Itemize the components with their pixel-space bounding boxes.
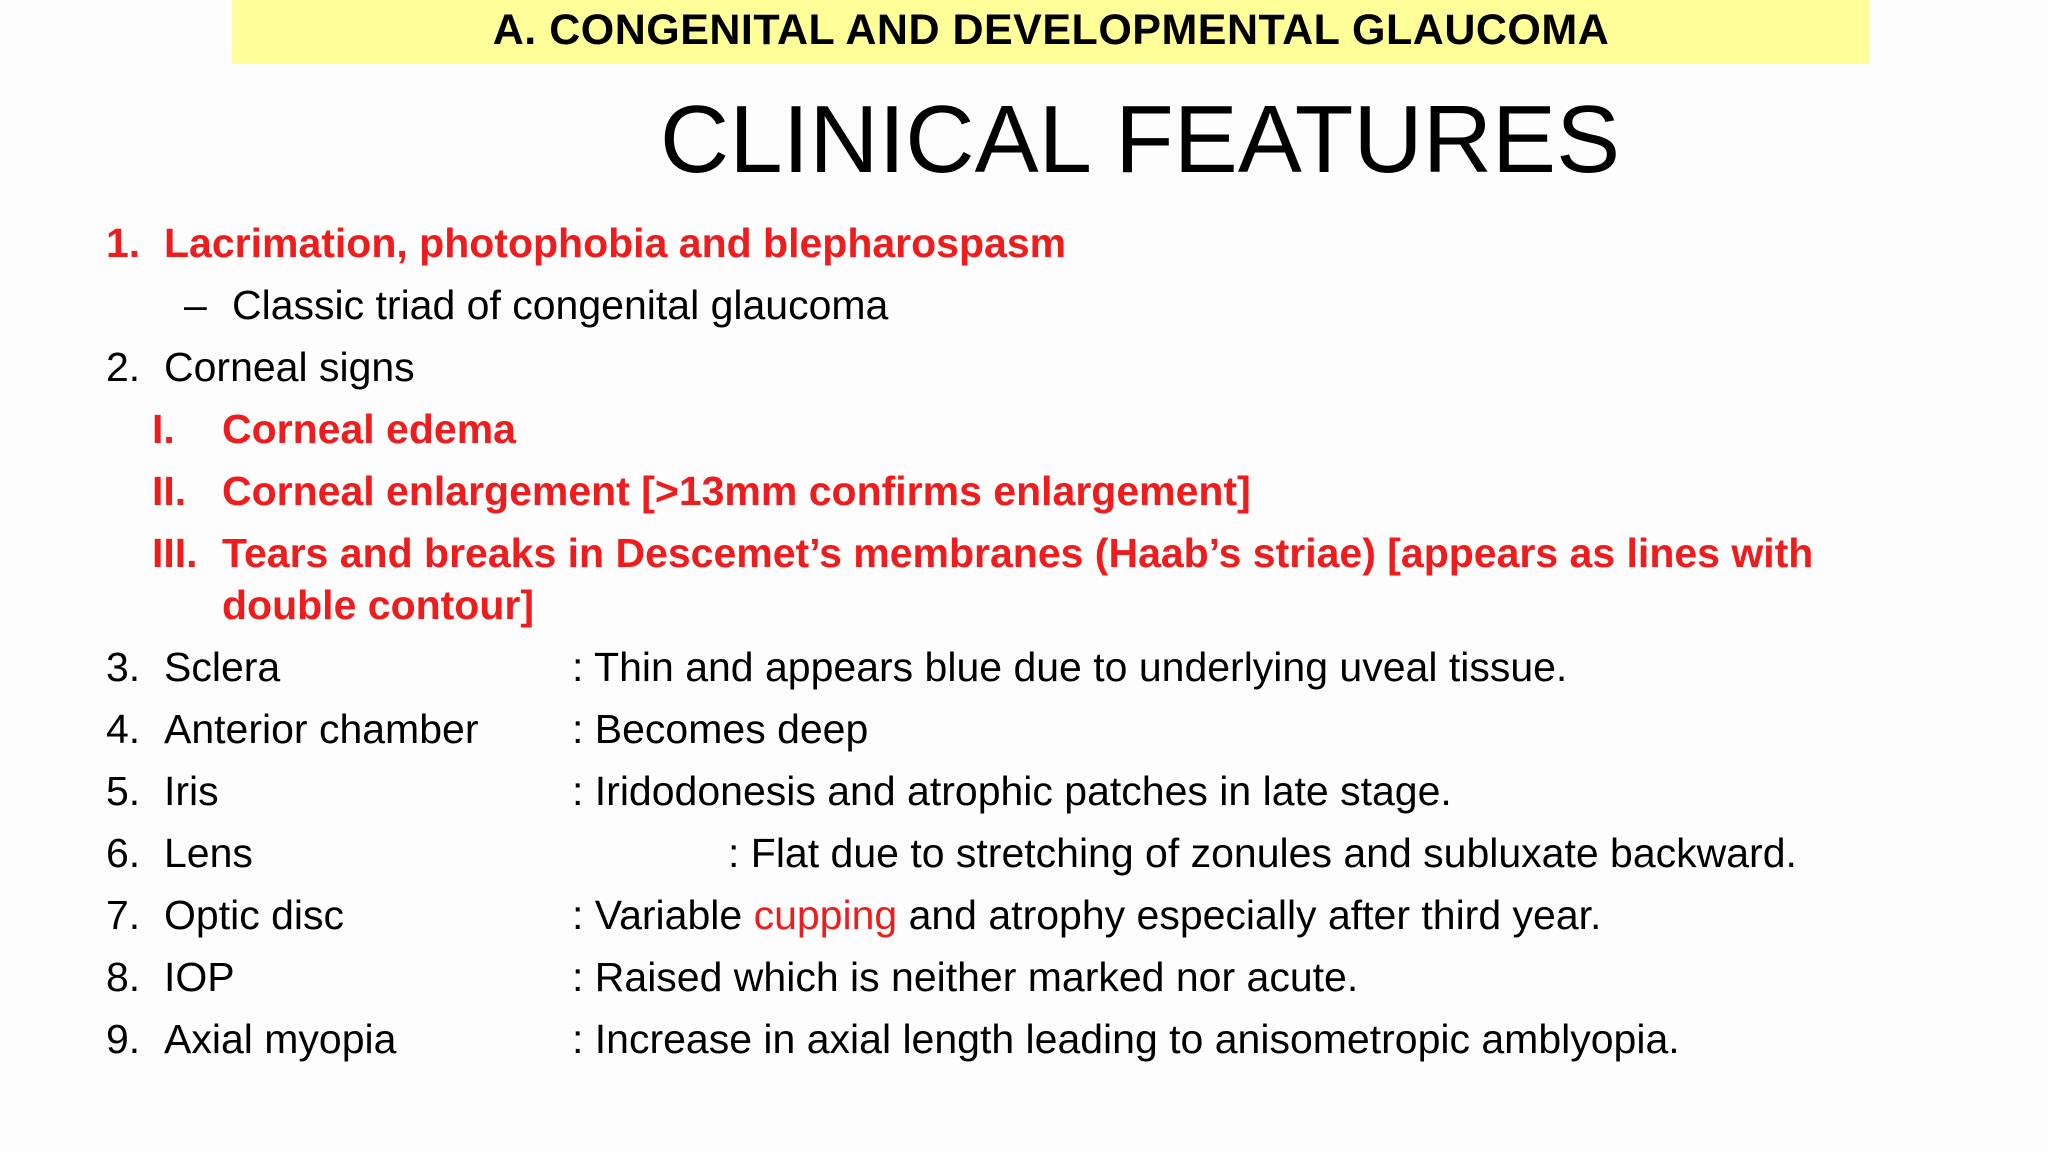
item-number: 5. [106,768,141,814]
item-text: Lacrimation, photophobia and blepharospasm [164,220,1067,266]
item-description: : Iridodonesis and atrophic patches in late stage. [572,768,1452,814]
sub-item-text: Tears and breaks in Descemet’s membranes (Haab’s striae) [appears as lines with [222,530,1814,576]
slide-title: CLINICAL FEATURES [659,86,1621,193]
item-description: : Becomes deep [572,706,869,752]
item-number: 4. [106,706,141,752]
banner-title: A. CONGENITAL AND DEVELOPMENTAL GLAUCOMA [492,5,1610,54]
description-prefix: : Variable [572,892,754,938]
item-label: Lens [164,830,253,876]
highlighted-term: cupping [753,892,898,938]
item-description: : Thin and appears blue due to underlying uveal tissue. [572,644,1568,690]
sub-item-text: Corneal enlargement [>13mm confirms enlargement] [222,468,1251,514]
roman-numeral: I. [152,406,175,452]
item-description: : Flat due to stretching of zonules and subluxate backward. [728,830,1797,876]
item-number: 8. [106,954,141,1000]
dash-bullet: – [184,282,207,328]
item-number: 7. [106,892,141,938]
item-number: 3. [106,644,141,690]
item-number: 2. [106,344,141,390]
item-description: : Raised which is neither marked nor acute. [572,954,1359,1000]
roman-numeral: II. [152,468,187,514]
sub-item-text-continued: double contour] [222,582,535,628]
item-label: Optic disc [164,892,344,938]
description-suffix: and atrophy especially after third year. [897,892,1602,938]
roman-numeral: III. [152,530,198,576]
item-label: Sclera [164,644,281,690]
item-label: IOP [164,954,235,1000]
item-label: Iris [164,768,219,814]
item-description: : Increase in axial length leading to anisometropic amblyopia. [572,1016,1680,1062]
item-label: Anterior chamber [164,706,479,752]
item-number: 1. [106,220,141,266]
item-number: 6. [106,830,141,876]
item-number: 9. [106,1016,141,1062]
item-label: Axial myopia [164,1016,397,1062]
item-text: Corneal signs [164,344,415,390]
item-description [572,889,1601,941]
sub-item-text: Classic triad of congenital glaucoma [232,282,889,328]
sub-item-text: Corneal edema [222,406,516,452]
